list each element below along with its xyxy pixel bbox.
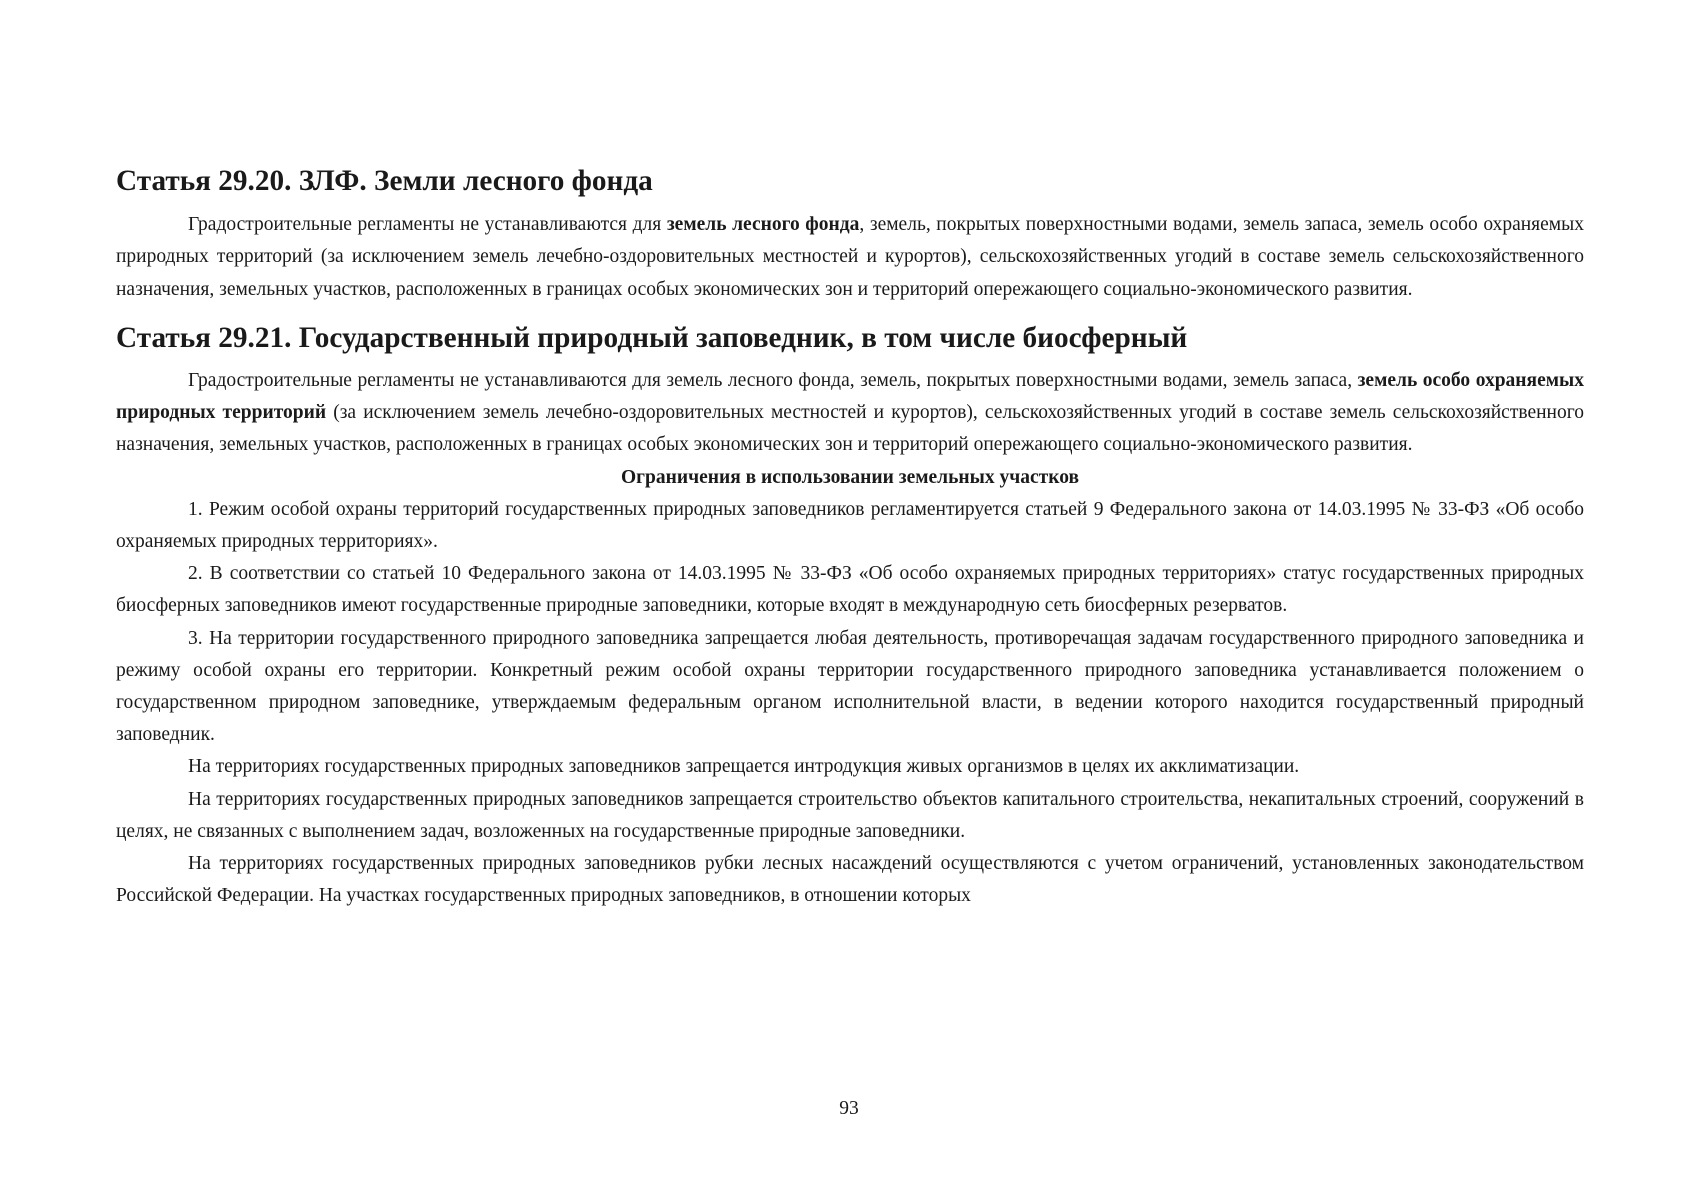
article-heading-29-21: Статья 29.21. Государственный природный заповедник, в том числе биосферный — [116, 321, 1188, 354]
document-page — [116, 165, 1584, 912]
paragraph-text: (за исключением земель лечебно-оздоровительных местностей и курортов), сельскохозяйственных угодий в составе земель сельскохозяйственного назначения, земельных участков, расположенных в границах особых экономических зон и территорий опережающего социально-экономического развития. — [116, 402, 1584, 456]
page-number: 93 — [839, 1098, 859, 1119]
article-29-21-paragraph — [116, 365, 1584, 462]
paragraph-bold-text: земель лесного фонда — [666, 214, 860, 236]
restriction-paragraph-construction: На территориях государственных природных заповедников запрещается строительство объектов капитального строительства, некапитальных строений, сооружений в целях, не связанных с выполнением задач, возложенных на государственные природные заповедники. — [116, 788, 1584, 842]
paragraph-bold-text: земель особо охраняемых природных территорий — [116, 370, 1584, 424]
paragraph-text: Градостроительные регламенты не устанавливаются для земель лесного фонда, земель, покрытых поверхностными водами, земель запаса, — [188, 370, 1358, 392]
article-heading-29-20: Статья 29.20. ЗЛФ. Земли лесного фонда — [116, 165, 653, 197]
restriction-item-1: 1. Режим особой охраны территорий государственных природных заповедников регламентируется статьей 9 Федерального закона от 14.03.1995 № 33-ФЗ «Об особо охраняемых природных территориях». — [116, 498, 1584, 553]
paragraph-text: , земель, покрытых поверхностными водами, земель запаса, земель особо охраняемых природных территорий (за исключением земель лечебно-оздоровительных местностей и курортов), сельскохозяйственных угодий в составе земель сельскохозяйственного назначения, земельных участков, расположенных в границах особых экономических зон и территорий опережающего социально-экономического развития. — [116, 214, 1584, 300]
restriction-item-3: 3. На территории государственного природного заповедника запрещается любая деятельность, противоречащая задачам государственного природного заповедника и режиму особой охраны его территории. Конкретный режим особой охраны территории государственного природного заповедника устанавливается положением о государственном природном заповеднике, утверждаемым федеральным органом исполнительной власти, в ведении которого находится государственный природный заповедник. — [116, 627, 1584, 746]
restrictions-subheading: Ограничения в использовании земельных участков — [620, 466, 1080, 488]
article-29-20-paragraph — [116, 209, 1584, 306]
restriction-paragraph-introduction: На территориях государственных природных заповедников запрещается интродукция живых организмов в целях их акклиматизации. — [188, 756, 1300, 778]
restriction-paragraph-logging: На территориях государственных природных заповедников рубки лесных насаждений осуществляются с учетом ограничений, установленных законодательством Российской Федерации. На участках государственных природных заповедников, в отношении которых — [116, 853, 1584, 907]
restriction-item-2: 2. В соответствии со статьей 10 Федерального закона от 14.03.1995 № 33-ФЗ «Об особо охраняемых природных территориях» статус государственных природных биосферных заповедников имеют государственные природные заповедники, которые входят в международную сеть биосферных резерватов. — [116, 563, 1584, 617]
paragraph-text: Градостроительные регламенты не устанавливаются для — [188, 214, 667, 236]
